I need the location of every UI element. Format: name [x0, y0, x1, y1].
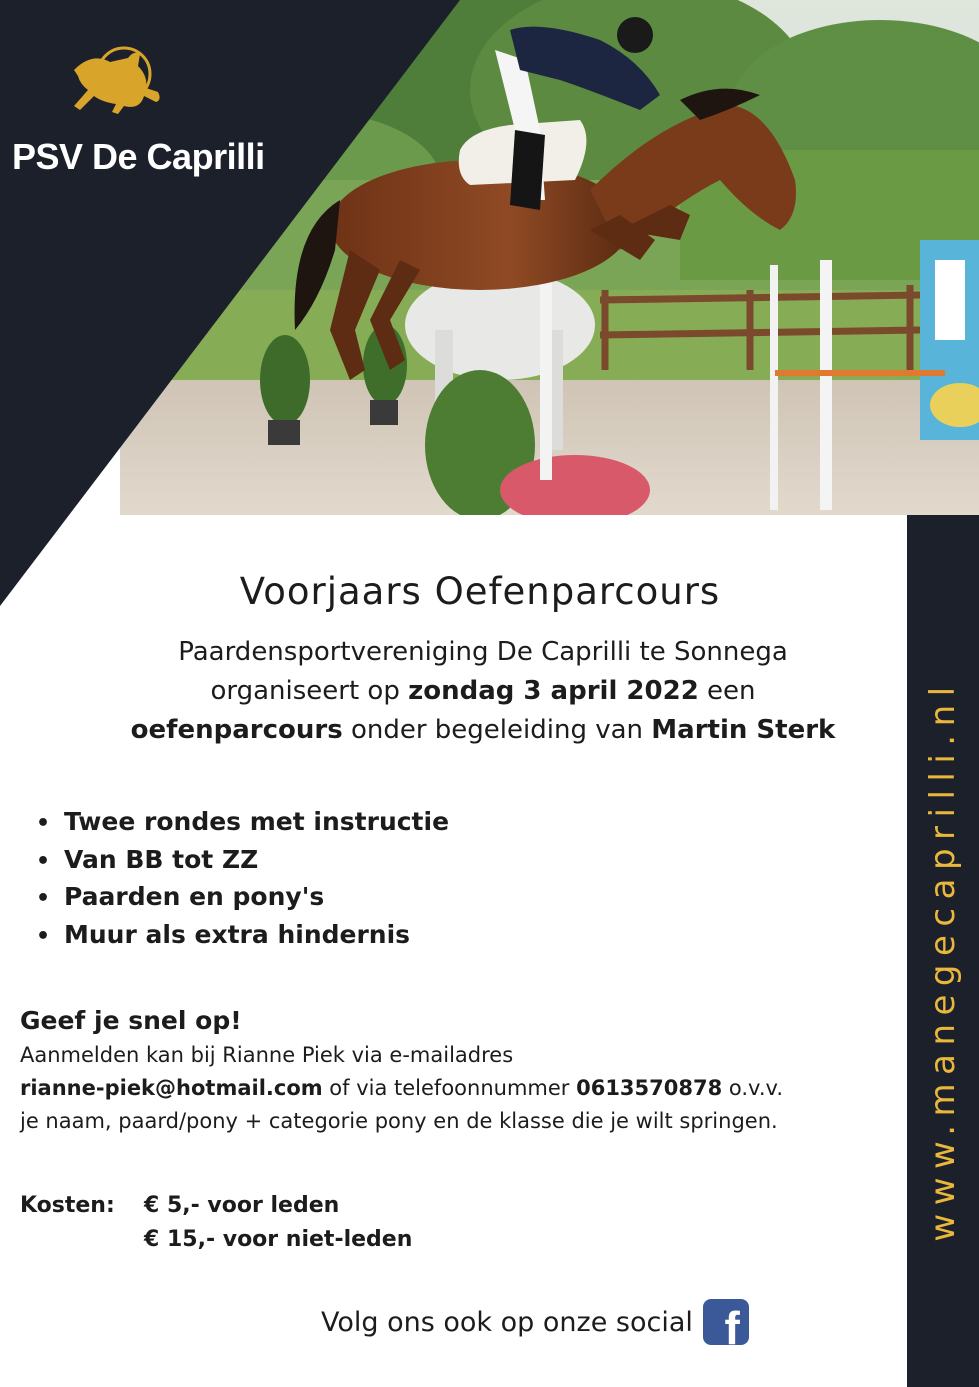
- list-item: • Van BB tot ZZ: [36, 842, 449, 880]
- list-item: • Twee rondes met instructie: [36, 804, 449, 842]
- signup-line-2: [20, 1072, 783, 1105]
- event-type: oefenparcours: [130, 715, 343, 745]
- intro-text: onder begeleiding van: [342, 715, 652, 745]
- cost-members: € 5,- voor leden: [144, 1193, 340, 1218]
- list-item: • Muur als extra hindernis: [36, 917, 449, 955]
- signup-line-3: je naam, paard/pony + categorie pony en de klasse die je wilt springen.: [20, 1109, 778, 1133]
- facebook-icon[interactable]: f: [703, 1299, 749, 1345]
- club-name: PSV De Caprilli: [12, 136, 265, 177]
- feature-list: [36, 804, 449, 954]
- phone-number[interactable]: 0613570878: [576, 1076, 723, 1100]
- signup-text: o.v.v.: [722, 1076, 783, 1100]
- event-date: zondag 3 april 2022: [408, 676, 699, 706]
- signup-heading: Geef je snel op!: [20, 1006, 242, 1035]
- signup-text: of via telefoonnummer: [322, 1076, 577, 1100]
- instructor-name: Martin Sterk: [651, 715, 836, 745]
- horse-logo-icon: [62, 40, 172, 120]
- intro-line-2: [0, 672, 966, 711]
- list-item: • Paarden en pony's: [36, 879, 449, 917]
- event-intro: [0, 633, 966, 750]
- email-link[interactable]: rianne-piek@hotmail.com: [20, 1076, 323, 1100]
- intro-line-3: [0, 711, 966, 750]
- intro-line-1: Paardensportvereniging De Caprilli te Sonnega: [178, 637, 788, 667]
- signup-line-1: Aanmelden kan bij Rianne Piek via e-mailadres: [20, 1043, 514, 1067]
- cost-non-members: € 15,- voor niet-leden: [144, 1227, 413, 1252]
- costs-label: Kosten:: [20, 1193, 115, 1218]
- intro-text: organiseert op: [210, 676, 409, 706]
- costs-section: [20, 1189, 412, 1257]
- website-link[interactable]: www.manegecaprilli.nl: [923, 678, 963, 1242]
- signup-info: [20, 1039, 783, 1138]
- social-text: Volg ons ook op onze social: [321, 1306, 693, 1338]
- social-footer: [321, 1299, 749, 1345]
- event-title: Voorjaars Oefenparcours: [239, 570, 721, 613]
- intro-text: een: [698, 676, 756, 706]
